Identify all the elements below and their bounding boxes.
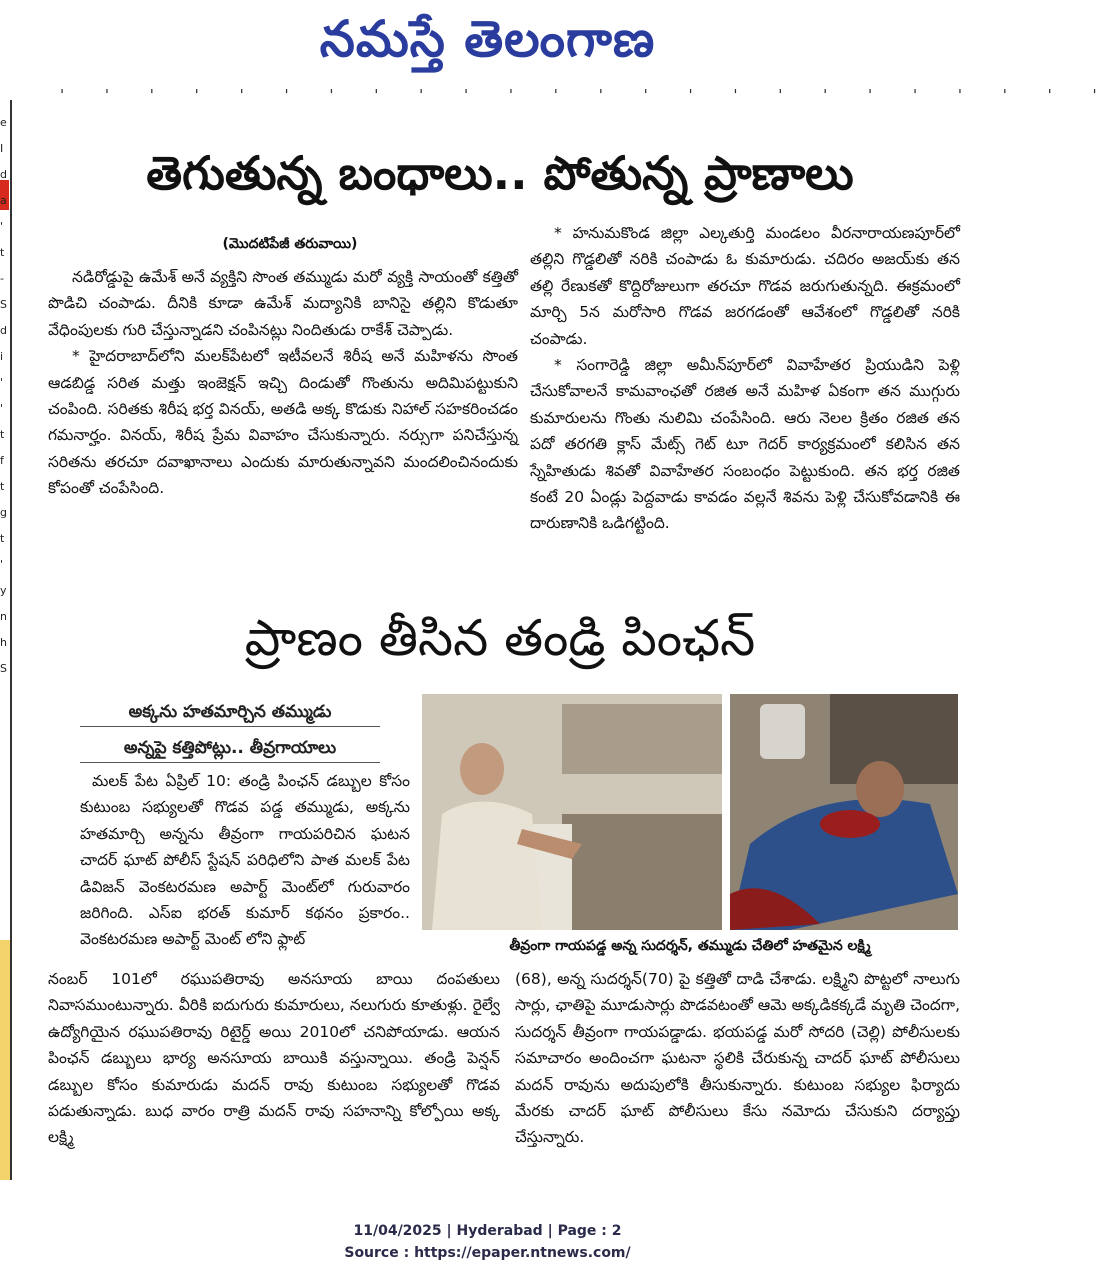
edge-letter: f — [0, 454, 4, 467]
edge-letter: t — [0, 532, 5, 545]
story2-column-right — [515, 966, 960, 1166]
story2-right-para: (68), అన్న సుదర్శన్(70) పై కత్తితో దాడి చేశాడు. లక్ష్మిని పొట్టలో నాలుగు సార్లు, ఛాతిపై మూడుసార్లు పొడవటంతో ఆమె అక్కడికక్కడే మృతి చెందగా, సుదర్శన్ తీవ్రంగా గాయపడ్డాడు. భయపడ్డ మరో సోదరి (చెల్లి) పోలీసులకు సమాచారం అందించగా ఘటనా స్థలికి చేరుకున్న చాదర్ ఘాట్ పోలీసులు మదన్ రావును అదుపులోకి తీసుకున్నారు. కుటుంబ సభ్యుల ఫిర్యాదు మేరకు చాదర్ ఘాట్ పోలీసులు కేసు నమోదు చేసుకుని దర్యాప్తు చేస్తున్నారు. — [515, 970, 960, 1147]
story2-headline: ప్రాణం తీసిన తండ్రి పింఛన్ — [244, 609, 756, 667]
story1-column-1 — [48, 264, 518, 582]
page-footer — [0, 1220, 975, 1264]
edge-letter: y — [0, 584, 7, 597]
story2-column-left — [48, 966, 500, 1166]
photo-caption: తీవ్రంగా గాయపడ్డ అన్న సుదర్శన్, తమ్ముడు చేతిలో హతమైన లక్ష్మి — [509, 938, 871, 954]
footer-source-line: Source : https://epaper.ntnews.com/ — [344, 1245, 631, 1261]
story1-col1-para-2: * హైదరాబాద్‌లోని మలక్‌పేటలో ఇటీవలనే శిరీష అనే మహిళను సొంత ఆడబిడ్డ సరిత మత్తు ఇంజెక్షన్ ఇచ్చి దిండుతో గొంతును అదిమిపట్టుకుని చంపింది. సరితకు శిరీష భర్త వినయ్, అతడి అక్క కొడుకు నిహాల్ సహకరించడం గమనార్హం. వినయ్, శిరీష ప్రేమ వివాహం చేసుకున్నారు. నర్సుగా పనిచేస్తున్న సరితను తరచూ దవాఖానాలు ఎందుకు మారుతున్నావని మందలించినందుకు కోపంతో చంపేసింది. — [48, 347, 518, 498]
edge-letter: ' — [0, 558, 4, 571]
edge-letter: ' — [0, 220, 4, 233]
story2-left-para: నంబర్ 101లో రఘుపతిరావు అనసూయ బాయి దంపతులు నివాసముంటున్నారు. వీరికి ఐదుగురు కుమారులు, నలుగురు కూతుళ్లు. రైల్వే ఉద్యోగియైన రఘుపతిరావు రిటైర్డ్ అయి 2010లో చనిపోయాడు. ఆయన పింఛన్ డబ్బులు భార్య అనసూయ బాయికి వస్తున్నాయి. తండ్రి పెన్షన్ డబ్బుల కోసం కుమారుడు మదన్ రావు కుటుంబ సభ్యులతో గొడవ పడుతున్నాడు. బుధ వారం రాత్రి మదన్ రావు సహనాన్ని కోల్పోయి అక్క లక్ష్మి — [48, 970, 500, 1147]
left-edge-letters — [0, 116, 10, 716]
story2-subhead-1: అక్కను హతమార్చిన తమ్ముడు — [80, 698, 380, 727]
masthead-title: నమస్తే తెలంగాణ — [319, 9, 656, 68]
story1-column-2 — [530, 220, 960, 558]
edge-yellow-block — [0, 940, 10, 1180]
cut-off-text-strip: ' ' ' ' ' ' ' ' ' ' ' ' ' ' ' ' ' ' ' ' ' ' ' ' — [60, 86, 1115, 104]
edge-letter: t — [0, 246, 5, 259]
edge-letter: S — [0, 662, 7, 675]
edge-letter: i — [0, 350, 4, 363]
left-margin-rule — [10, 100, 12, 1180]
edge-letter: d — [0, 324, 7, 337]
edge-letter: ' — [0, 402, 4, 415]
photo-victim — [730, 694, 958, 930]
footer-date-line: 11/04/2025 | Hyderabad | Page : 2 — [353, 1223, 622, 1239]
edge-letter: a — [0, 194, 7, 207]
edge-letter: g — [0, 506, 7, 519]
edge-letter: S — [0, 298, 7, 311]
edge-letter: I — [0, 142, 4, 155]
edge-letter: d — [0, 168, 7, 181]
story2-top-para: మలక్ పేట ఏప్రిల్ 10: తండ్రి పింఛన్ డబ్బుల కోసం కుటుంబ సభ్యులతో గొడవ పడ్డ తమ్ముడు, అక్కను హతమార్చి అన్నను తీవ్రంగా గాయపరిచిన ఘటన చాదర్ ఘాట్ పోలీస్ స్టేషన్ పరిధిలోని పాత మలక్ పేట డివిజన్ వెంకటరమణ అపార్ట్ మెంట్‌లో గురువారం జరిగింది. ఎస్ఐ భరత్ కుమార్ కథనం ప్రకారం.. వెంకటరమణ అపార్ట్ మెంట్ లోని ఫ్లాట్ — [80, 772, 410, 949]
story1-col2-para-2: * సంగారెడ్డి జిల్లా అమీన్‌పూర్‌లో వివాహేతర ప్రియుడిని పెళ్లి చేసుకోవాలనే కామవాంఛతో రజిత అనే మహిళ ఏకంగా తన ముగ్గురు కుమారులను గొంతు నులిమి చంపేసింది. ఆరు నెలల క్రితం రజిత తన పదో తరగతి క్లాస్ మేట్స్ గెట్ టూ గెదర్ కార్యక్రమంలో కలిసిన తన స్నేహితుడు శివతో వివాహేతర సంబంధం పెట్టుకుంది. తన భర్త రజిత కంటే 20 ఏండ్లు పెద్దవాడు కావడం వల్లనే శివను పెళ్లి చేసుకోవడానికి ఈ దారుణానికి ఒడిగట్టింది. — [530, 356, 960, 533]
edge-letter: n — [0, 610, 7, 623]
edge-letter: e — [0, 116, 7, 129]
edge-letter: - — [0, 272, 4, 285]
story1-byline: (మొదటిపేజీ తరువాయి) — [222, 236, 358, 252]
story1-headline: తెగుతున్న బంధాలు.. పోతున్న ప్రాణాలు — [146, 146, 854, 200]
edge-letter: t — [0, 428, 5, 441]
story2-subhead-2: అన్నపై కత్తిపోట్లు.. తీవ్రగాయాలు — [80, 734, 380, 763]
story2-column-top — [80, 768, 410, 966]
edge-letter: h — [0, 636, 7, 649]
edge-letter: ' — [0, 376, 4, 389]
story1-col2-para-1: * హనుమకొండ జిల్లా ఎల్కతుర్తి మండలం వీరనారాయణపూర్‌లో తల్లిని గొడ్డలితో నరికి చంపాడు ఓ కుమారుడు. చదిరం అజయ్‌కు తన తల్లి రేణుకతో కొద్దిరోజులుగా తరచూ గొడవ జరుగుతున్నది. ఈక్రమంలో మార్చి 5న మరోసారి గొడవ జరగడంతో ఆవేశంలో గొడ్డలితో నరికి చంపాడు. — [530, 224, 960, 348]
edge-letter: t — [0, 480, 5, 493]
photo-injured-brother — [422, 694, 722, 930]
story1-col1-para-1: నడిరోడ్డుపై ఉమేశ్ అనే వ్యక్తిని సొంత తమ్ముడు మరో వ్యక్తి సాయంతో కత్తితో పొడిచి చంపాడు. దీనికి కూడా ఉమేశ్ మద్యానికి బానిసై తల్లిని కొడుతూ వేధింపులకు గురి చేస్తున్నాడని చంపినట్లు నిందితుడు రాకేశ్ చెప్పాడు. — [48, 268, 518, 339]
